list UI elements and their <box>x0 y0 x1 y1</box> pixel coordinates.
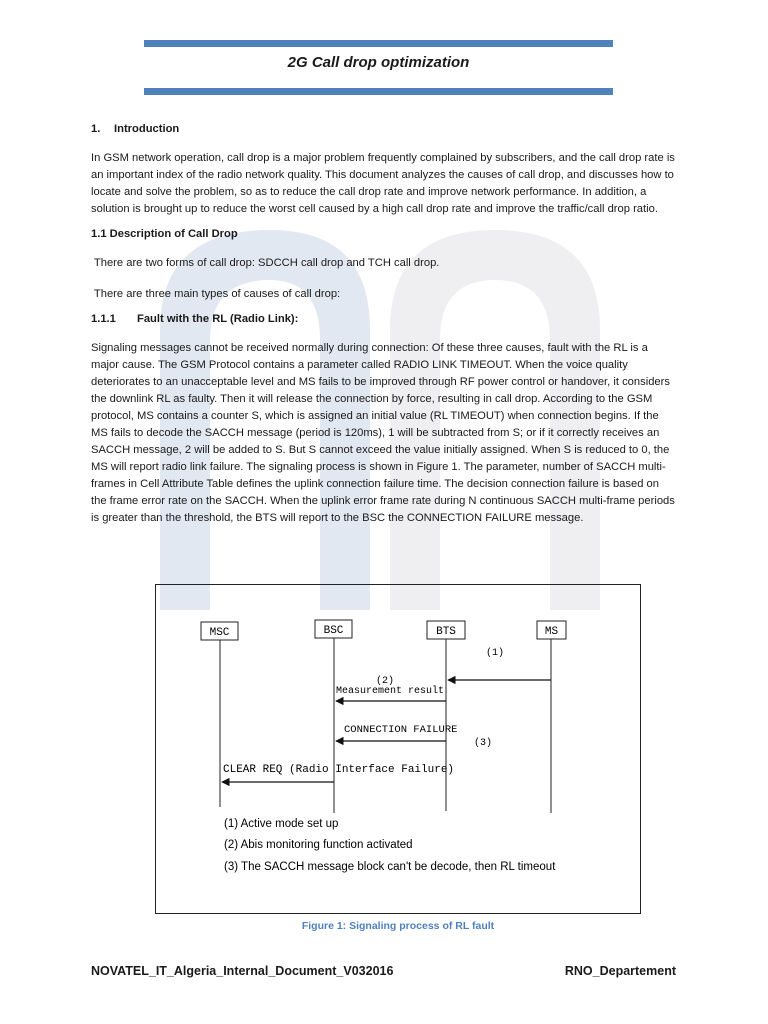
bsc-entity <box>315 620 352 638</box>
footer-document-id: NOVATEL_IT_Algeria_Internal_Document_V032016 <box>91 964 394 978</box>
msg2-number: (2) <box>376 676 395 687</box>
ms-entity <box>537 621 566 639</box>
note-1: (1) Active mode set up <box>224 818 339 830</box>
note-3: (3) The SACCH message block can't be decode, then RL timeout <box>224 861 556 873</box>
signaling-diagram <box>156 585 640 913</box>
ms-label: MS <box>544 626 559 638</box>
header-bottom-bar <box>144 88 613 95</box>
msg4-label: CLEAR REQ (Radio Interface Failure) <box>223 764 455 776</box>
fault-heading <box>91 311 677 328</box>
note-2: (2) Abis monitoring function activated <box>224 839 413 851</box>
intro-number: 1. <box>91 123 101 135</box>
intro-paragraph: In GSM network operation, call drop is a major problem frequently complained by subscribers, and the call drop rate is an important index of the radio network quality. This document analyzes the causes of call drop, and discusses how to locate and solve the problem, so as to reduce the call drop rate and improve network performance. In addition, a solution is brought up to reduce the worst cell caused by a high call drop rate and improve the traffic/call drop ratio. <box>91 152 675 215</box>
msc-label: MSC <box>209 627 230 639</box>
document-body <box>91 121 677 527</box>
figure-caption: Figure 1: Signaling process of RL fault <box>301 920 495 932</box>
fault-paragraph: Signaling messages cannot be received normally during connection: Of these three causes, fault with the RL is a major cause. The GSM Protocol contains a parameter called RADIO LINK TIMEOUT. When the voice quality deteriorates to an unacceptable level and MS fails to be improved through RF power control or handover, it considers the downlink RL as faulty. Then it will release the connection by force, resulting in call drop. According to the GSM protocol, MS contains a counter S, which is assigned an initial value (RL TIMEOUT) when connection begins. If the MS fails to decode the SACCH message (period is 120ms), 1 will be subtracted from S; or if it correctly receives an SACCH message, 2 will be added to S. But S cannot exceed the value initially assigned. When S is reduced to 0, the MS will report radio link failure. The signaling process is shown in Figure 1. The parameter, number of SACCH multi-frames in Cell Attribute Table defines the uplink connection failure time. The decision connection failure is based on the frame error rate on the SACCH. When the uplink error frame rate during N continuous SACCH multi-frame periods is greater than the threshold, the BTS will report to the BSC the CONNECTION FAILURE message. <box>91 342 675 524</box>
header-top-bar <box>144 40 613 47</box>
msg2-label: Measurement result <box>336 686 445 697</box>
footer-department: RNO_Departement <box>564 964 676 978</box>
intro-heading-text: Introduction <box>114 123 180 135</box>
forms-paragraph: There are two forms of call drop: SDCCH call drop and TCH call drop. <box>91 257 440 269</box>
document-title: 2G Call drop optimization <box>287 54 470 71</box>
bsc-label: BSC <box>323 625 344 637</box>
types-paragraph: There are three main types of causes of call drop: <box>91 288 341 300</box>
msc-entity <box>201 622 238 640</box>
bts-label: BTS <box>436 626 456 638</box>
fault-heading-text: Fault with the RL (Radio Link): <box>137 313 299 325</box>
msg1-label: (1) <box>486 648 505 659</box>
bts-entity <box>427 621 465 639</box>
intro-heading <box>91 121 677 138</box>
msg3-label: CONNECTION FAILURE <box>344 724 458 736</box>
signaling-figure <box>155 584 641 914</box>
description-heading: 1.1 Description of Call Drop <box>91 228 238 240</box>
msg3-number: (3) <box>474 738 493 749</box>
fault-number: 1.1.1 <box>91 313 116 325</box>
